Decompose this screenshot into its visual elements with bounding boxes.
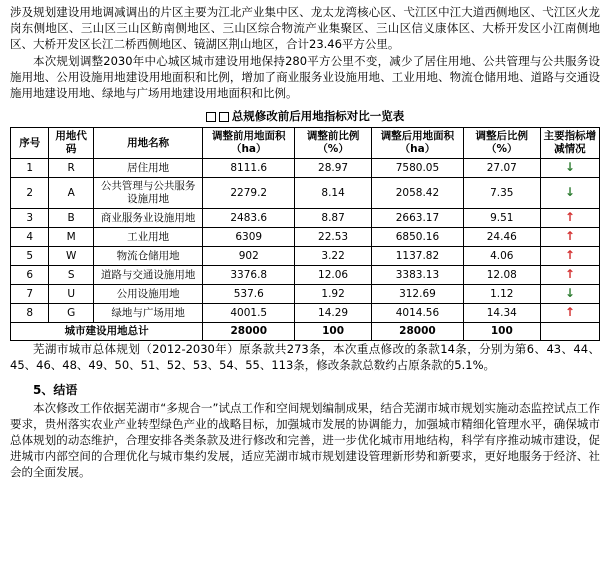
cell-index: 1 bbox=[11, 159, 49, 178]
cell-after-area: 6850.16 bbox=[372, 228, 464, 247]
cell-name: 工业用地 bbox=[93, 228, 203, 247]
table-row bbox=[11, 209, 600, 228]
cell-code: R bbox=[49, 159, 93, 178]
cell-total-trend bbox=[540, 323, 599, 341]
cell-total-after-pct: 100 bbox=[463, 323, 540, 341]
paragraph-clause-count: 芜湖市城市总体规划（2012-2030年）原条款共273条，本次重点修改的条款14条，分别为第6、43、44、45、46、48、49、50、51、52、53、54、55、113条，修改条款总数约占原条款的5.1%。 bbox=[10, 342, 600, 372]
cell-after-area: 7580.05 bbox=[372, 159, 464, 178]
cell-after-pct: 9.51 bbox=[463, 209, 540, 228]
section-heading-conclusion: 5、结语 bbox=[33, 383, 78, 397]
cell-code: M bbox=[49, 228, 93, 247]
land-use-comparison-table bbox=[10, 127, 600, 341]
cell-code: G bbox=[49, 304, 93, 323]
cell-before-pct: 28.97 bbox=[295, 159, 372, 178]
cell-total-name: 城市建设用地总计 bbox=[11, 323, 203, 341]
paragraph-districts: 涉及规划建设用地调减调出的片区主要为江北产业集中区、龙太龙湾核心区、弋江区中江大道西侧地区、弋江区火龙岗东侧地区、三山区三山区鲂南侧地区、三山区综合物流产业集聚区、三山区信义康体区、大桥开发区小江南侧地区、大桥开发区长江二桥西侧地区、镜湖区荆山地区，合计23.46平方公里。 bbox=[10, 5, 600, 51]
cell-before-area: 3376.8 bbox=[203, 266, 295, 285]
cell-code: S bbox=[49, 266, 93, 285]
cell-before-pct: 14.29 bbox=[295, 304, 372, 323]
cell-after-pct: 7.35 bbox=[463, 178, 540, 209]
cell-index: 7 bbox=[11, 285, 49, 304]
cell-index: 6 bbox=[11, 266, 49, 285]
cell-after-pct: 24.46 bbox=[463, 228, 540, 247]
cell-name: 商业服务业设施用地 bbox=[93, 209, 203, 228]
header-before-pct: 调整前比例（%） bbox=[295, 128, 372, 159]
table-total-row bbox=[11, 323, 600, 341]
cell-name: 公共管理与公共服务设施用地 bbox=[93, 178, 203, 209]
cell-before-area: 537.6 bbox=[203, 285, 295, 304]
header-name: 用地名称 bbox=[93, 128, 203, 159]
cell-after-area: 3383.13 bbox=[372, 266, 464, 285]
table-caption bbox=[10, 108, 600, 124]
cell-after-pct: 14.34 bbox=[463, 304, 540, 323]
header-trend: 主要指标增减情况 bbox=[540, 128, 599, 159]
cell-total-before-area: 28000 bbox=[203, 323, 295, 341]
cell-before-area: 4001.5 bbox=[203, 304, 295, 323]
arrow-down-icon: ↓ bbox=[540, 285, 599, 304]
cell-after-pct: 12.08 bbox=[463, 266, 540, 285]
header-after-area: 调整后用地面积（ha） bbox=[372, 128, 464, 159]
cell-name: 居住用地 bbox=[93, 159, 203, 178]
cell-before-pct: 22.53 bbox=[295, 228, 372, 247]
cell-name: 绿地与广场用地 bbox=[93, 304, 203, 323]
cell-after-pct: 1.12 bbox=[463, 285, 540, 304]
cell-after-pct: 27.07 bbox=[463, 159, 540, 178]
cell-before-area: 2279.2 bbox=[203, 178, 295, 209]
header-after-pct: 调整后比例（%） bbox=[463, 128, 540, 159]
arrow-up-icon: ↑ bbox=[540, 266, 599, 285]
cell-code: W bbox=[49, 247, 93, 266]
cell-before-pct: 12.06 bbox=[295, 266, 372, 285]
cell-after-area: 312.69 bbox=[372, 285, 464, 304]
cell-after-area: 2663.17 bbox=[372, 209, 464, 228]
table-row bbox=[11, 178, 600, 209]
paragraph-adjustment-summary: 本次规划调整2030年中心城区城市建设用地保持280平方公里不变，减少了居住用地、公共管理与公共服务设施用地、公用设施用地建设用地面积和比例，增加了商业服务业设施用地、工业用地、物流仓储用地、道路与交通设施用地建设用地、绿地与广场用地建设用地面积和比例。 bbox=[10, 54, 600, 100]
cell-before-pct: 1.92 bbox=[295, 285, 372, 304]
cell-name: 道路与交通设施用地 bbox=[93, 266, 203, 285]
cell-before-pct: 8.87 bbox=[295, 209, 372, 228]
cell-before-area: 902 bbox=[203, 247, 295, 266]
cell-name: 公用设施用地 bbox=[93, 285, 203, 304]
cell-before-pct: 8.14 bbox=[295, 178, 372, 209]
cell-index: 5 bbox=[11, 247, 49, 266]
table-row bbox=[11, 159, 600, 178]
cell-before-area: 2483.6 bbox=[203, 209, 295, 228]
cell-before-area: 6309 bbox=[203, 228, 295, 247]
cell-index: 8 bbox=[11, 304, 49, 323]
cell-index: 2 bbox=[11, 178, 49, 209]
cell-code: A bbox=[49, 178, 93, 209]
cell-after-area: 1137.82 bbox=[372, 247, 464, 266]
cell-name: 物流仓储用地 bbox=[93, 247, 203, 266]
checkbox-icon-2 bbox=[219, 112, 229, 122]
cell-index: 3 bbox=[11, 209, 49, 228]
header-before-area: 调整前用地面积（ha） bbox=[203, 128, 295, 159]
cell-total-after-area: 28000 bbox=[372, 323, 464, 341]
table-caption-text: 总规修改前后用地指标对比一览表 bbox=[231, 109, 405, 123]
cell-total-before-pct: 100 bbox=[295, 323, 372, 341]
cell-code: U bbox=[49, 285, 93, 304]
arrow-up-icon: ↑ bbox=[540, 247, 599, 266]
cell-after-pct: 4.06 bbox=[463, 247, 540, 266]
table-row bbox=[11, 228, 600, 247]
table-row bbox=[11, 266, 600, 285]
arrow-down-icon: ↓ bbox=[540, 159, 599, 178]
cell-after-area: 4014.56 bbox=[372, 304, 464, 323]
cell-after-area: 2058.42 bbox=[372, 178, 464, 209]
cell-index: 4 bbox=[11, 228, 49, 247]
header-code: 用地代码 bbox=[49, 128, 93, 159]
arrow-up-icon: ↑ bbox=[540, 228, 599, 247]
arrow-up-icon: ↑ bbox=[540, 209, 599, 228]
checkbox-icon bbox=[206, 112, 216, 122]
cell-before-pct: 3.22 bbox=[295, 247, 372, 266]
table-row bbox=[11, 304, 600, 323]
cell-before-area: 8111.6 bbox=[203, 159, 295, 178]
arrow-up-icon: ↑ bbox=[540, 304, 599, 323]
table-row bbox=[11, 285, 600, 304]
header-index: 序号 bbox=[11, 128, 49, 159]
arrow-down-icon: ↓ bbox=[540, 178, 599, 209]
cell-code: B bbox=[49, 209, 93, 228]
table-header-row bbox=[11, 128, 600, 159]
paragraph-conclusion: 本次修改工作依据芜湖市“多规合一”试点工作和空间规划编制成果，结合芜湖市城市规划实施动态监控试点工作要求，贵州落实农业产业转型绿色产业的战略目标，加强城市发展的协调能力，加强城市精细化管理水平，确保城市总体规划的动态维护，合理安排各类条款及进行修改和完善，进一步优化城市用地结构，科学有序推动城市建设，促进城市内部空间的合理优化与城市集约发展，适应芜湖市城市规划建设管理新形势和新要求，更好地服务于经济、社会的全面发展。 bbox=[10, 401, 600, 479]
table-row bbox=[11, 247, 600, 266]
